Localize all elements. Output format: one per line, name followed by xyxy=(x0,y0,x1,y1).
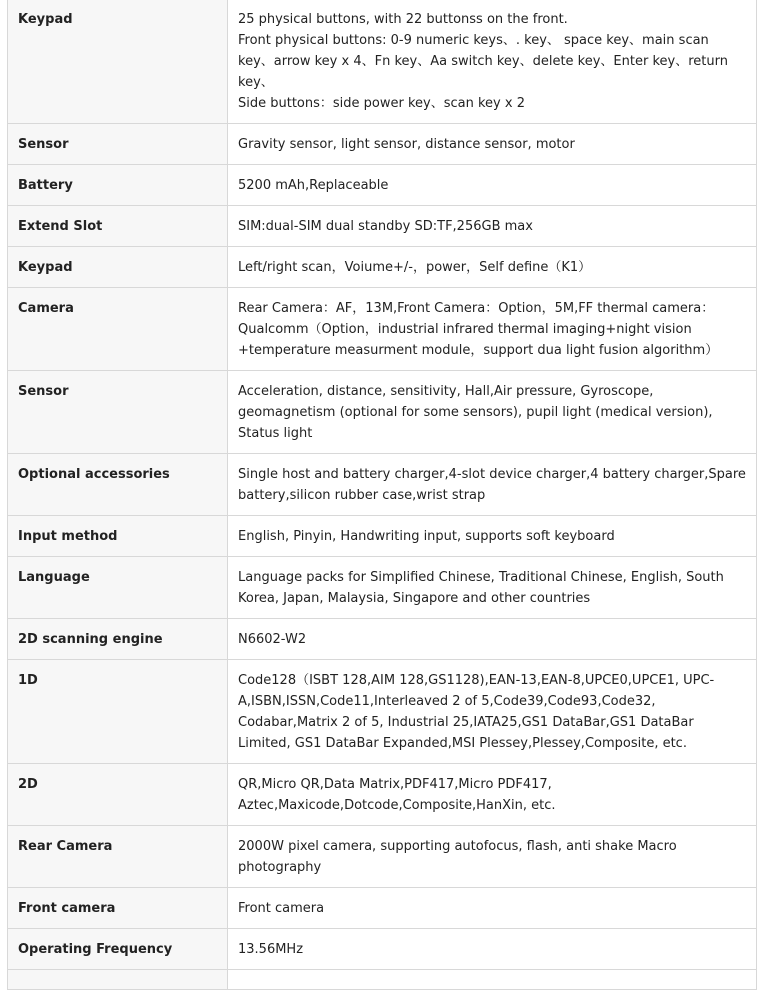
table-row xyxy=(8,454,757,516)
spec-label: Input method xyxy=(8,516,228,557)
spec-value: Rear Camera：AF，13M,Front Camera：Option，5M,FF thermal camera：Qualcomm（Option，industrial infrared thermal imaging+night vision +temperature measurment module，support dua light fusion algorithm） xyxy=(228,288,757,371)
table-row xyxy=(8,165,757,206)
spec-value: SIM:dual-SIM dual standby SD:TF,256GB max xyxy=(228,206,757,247)
spec-label: 1D xyxy=(8,660,228,764)
spec-value: Language packs for Simplified Chinese, Traditional Chinese, English, South Korea, Japan, Malaysia, Singapore and other countries xyxy=(228,557,757,619)
table-row xyxy=(8,288,757,371)
spec-label xyxy=(8,970,228,990)
spec-value: 13.56MHz xyxy=(228,929,757,970)
spec-value xyxy=(228,970,757,990)
spec-value: 25 physical buttons, with 22 buttonss on the front. Front physical buttons: 0-9 numeric keys、. key、 space key、main scan key、arrow key x 4、Fn key、Aa switch key、delete key、Enter key、return key、 Side buttons：side power key、scan key x 2 xyxy=(228,0,757,124)
spec-value: 5200 mAh,Replaceable xyxy=(228,165,757,206)
table-row xyxy=(8,970,757,990)
spec-value: Code128（ISBT 128,AIM 128,GS1128),EAN-13,EAN-8,UPCE0,UPCE1, UPC-A,ISBN,ISSN,Code11,Interleaved 2 of 5,Code39,Code93,Code32, Codabar,Matrix 2 of 5, Industrial 25,IATA25,GS1 DataBar,GS1 DataBar Limited, GS1 DataBar Expanded,MSI Plessey,Plessey,Composite, etc. xyxy=(228,660,757,764)
spec-label: Front camera xyxy=(8,888,228,929)
spec-label: Sensor xyxy=(8,124,228,165)
table-row xyxy=(8,888,757,929)
table-row xyxy=(8,764,757,826)
spec-label: Keypad xyxy=(8,0,228,124)
spec-label: Rear Camera xyxy=(8,826,228,888)
table-row xyxy=(8,557,757,619)
spec-value: Single host and battery charger,4-slot device charger,4 battery charger,Spare battery,silicon rubber case,wrist strap xyxy=(228,454,757,516)
table-row xyxy=(8,371,757,454)
table-row xyxy=(8,619,757,660)
spec-label: 2D xyxy=(8,764,228,826)
spec-label: Keypad xyxy=(8,247,228,288)
spec-label: Extend Slot xyxy=(8,206,228,247)
spec-value: Acceleration, distance, sensitivity, Hall,Air pressure, Gyroscope, geomagnetism (optional for some sensors), pupil light (medical version), Status light xyxy=(228,371,757,454)
spec-table-body xyxy=(8,0,757,990)
table-row xyxy=(8,0,757,124)
table-row xyxy=(8,206,757,247)
spec-value: Left/right scan，Voiume+/-，power，Self define（K1） xyxy=(228,247,757,288)
spec-table xyxy=(7,0,757,990)
spec-value: N6602-W2 xyxy=(228,619,757,660)
spec-value: 2000W pixel camera, supporting autofocus, flash, anti shake Macro photography xyxy=(228,826,757,888)
spec-label: Battery xyxy=(8,165,228,206)
spec-label: 2D scanning engine xyxy=(8,619,228,660)
spec-value: Gravity sensor, light sensor, distance sensor, motor xyxy=(228,124,757,165)
table-row xyxy=(8,516,757,557)
spec-value: English, Pinyin, Handwriting input, supports soft keyboard xyxy=(228,516,757,557)
spec-label: Operating Frequency xyxy=(8,929,228,970)
spec-label: Optional accessories xyxy=(8,454,228,516)
table-row xyxy=(8,826,757,888)
spec-label: Language xyxy=(8,557,228,619)
table-row xyxy=(8,660,757,764)
spec-label: Sensor xyxy=(8,371,228,454)
table-row xyxy=(8,929,757,970)
spec-value: QR,Micro QR,Data Matrix,PDF417,Micro PDF417, Aztec,Maxicode,Dotcode,Composite,HanXin, etc. xyxy=(228,764,757,826)
table-row xyxy=(8,247,757,288)
table-row xyxy=(8,124,757,165)
spec-label: Camera xyxy=(8,288,228,371)
spec-value: Front camera xyxy=(228,888,757,929)
